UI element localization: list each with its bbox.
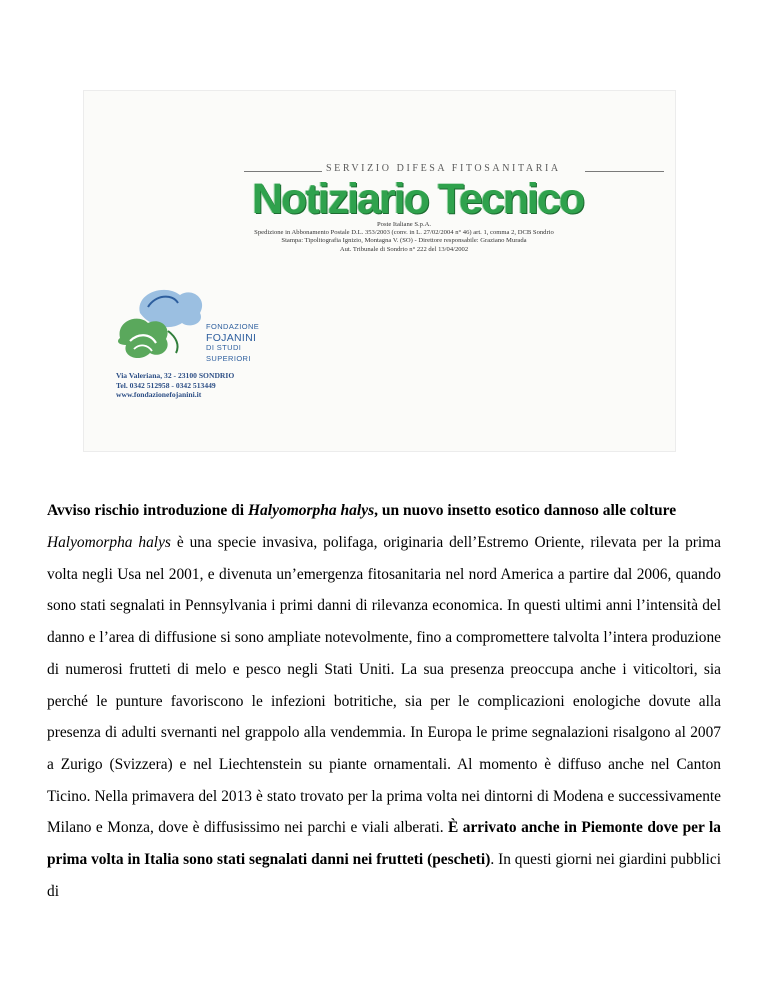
body-text: è una specie invasiva, polifaga, originaria dell’Estremo Oriente, rilevata per la prima volta negli Usa nel 2001, e divenuta un’emergenza fitosanitaria nel nord America a partire dal 2006, quando sono stati segnalati in Pennsylvania i primi danni di rilevanza economica. In questi ultimi anni l’intensità del danno e l’area di diffusione si sono ampliate notevolmente, fino a compromettere talvolta l’intera produzione di numerosi frutteti di melo e pesco negli Stati Uniti. La sua presenza preoccupa anche i viticoltori, sia perché le punture favoriscono le infezioni botritiche, sia per le complicazioni enologiche dovute alla presenza di adulti svernanti nel grappolo alla vendemmia. In Europa le prime segnalazioni risalgono al 2007 a Zurigo (Svizzera) e nel Liechtenstein su piante ornamentali. Al momento è diffuso anche nel Canton Ticino. Nella primavera del 2013 è stato trovato per la prima volta nei dintorni di Modena e successivamente Milano e Monza, dove è diffusissimo nei parchi e viali alberati. bbox=[47, 534, 721, 837]
foundation-line: DI STUDI bbox=[206, 343, 242, 352]
address-line: Via Valeriana, 32 - 23100 SONDRIO bbox=[116, 371, 235, 380]
foundation-address bbox=[116, 371, 234, 400]
article-headline bbox=[47, 500, 721, 521]
postal-line: Spedizione in Abbonamento Postale D.L. 353/2003 (conv. in L. 27/02/2004 n° 46) art. 1, comma 2, DCB Sondrio bbox=[254, 229, 554, 237]
website-link[interactable]: www.fondazionefojanini.it bbox=[116, 390, 202, 399]
body-highlight: È arrivato anche in Piemonte dove per la prima volta in Italia sono stati segnalati danni nei frutteti (pescheti) bbox=[47, 819, 721, 869]
service-title: SERVIZIO DIFESA FITOSANITARIA bbox=[326, 163, 561, 174]
postal-line: Stampa: Tipolitografia Ignizio, Montagna V. (SO) - Direttore responsabile: Graziano Murada bbox=[281, 237, 527, 245]
divider bbox=[244, 171, 322, 172]
headline-suffix: , un nuovo insetto esotico dannoso alle colture bbox=[374, 502, 677, 519]
foundation-line: FONDAZIONE bbox=[206, 322, 260, 331]
masthead-card bbox=[83, 90, 676, 452]
divider bbox=[585, 171, 664, 172]
fojanini-logo-icon bbox=[110, 283, 210, 369]
article-body bbox=[47, 527, 721, 907]
body-species: Halyomorpha halys bbox=[47, 534, 171, 551]
article bbox=[47, 500, 721, 907]
foundation-line: FOJANINI bbox=[206, 331, 257, 344]
body-text-continued: . In questi giorni nei giardini pubblici di bbox=[47, 851, 721, 900]
foundation-name bbox=[206, 322, 259, 364]
foundation-line: SUPERIORI bbox=[206, 353, 251, 363]
masthead-title: Notiziario Tecnico bbox=[252, 175, 584, 223]
address-line: Tel. 0342 512958 - 0342 513449 bbox=[116, 380, 216, 390]
headline-species: Halyomorpha halys bbox=[247, 502, 375, 519]
postal-info bbox=[184, 221, 624, 254]
headline-prefix: Avviso rischio introduzione di bbox=[47, 502, 248, 519]
postal-line: Aut. Tribunale di Sondrio n° 222 del 13/04/2002 bbox=[339, 245, 469, 253]
postal-line: Poste Italiane S.p.A. bbox=[376, 221, 432, 228]
